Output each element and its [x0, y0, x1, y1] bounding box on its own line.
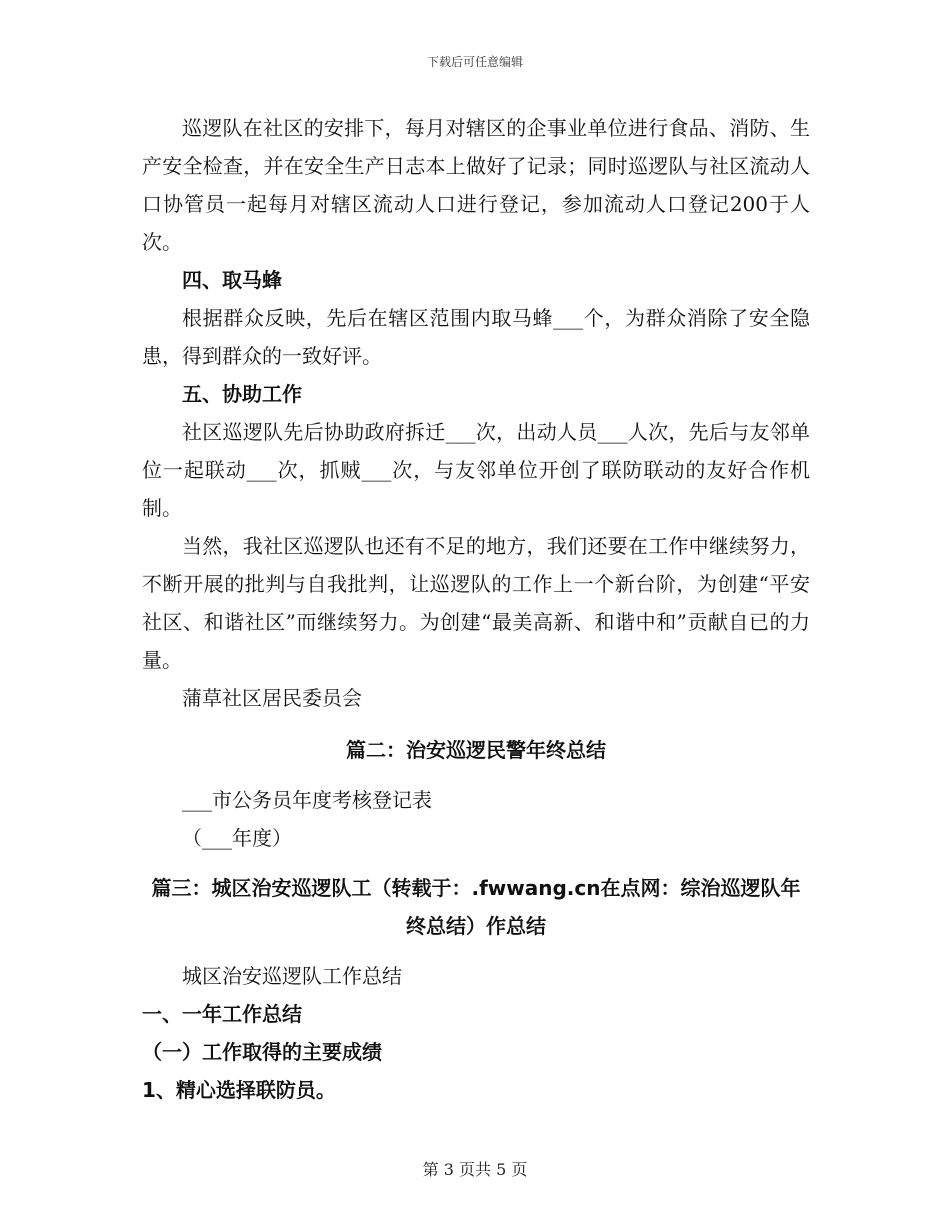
- paragraph-assist-work: 社区巡逻队先后协助政府拆迁___次，出动人员___人次，先后与友邻单位一起联动___次，抓贼___次，与友邻单位开创了联防联动的友好合作机制。: [142, 420, 810, 520]
- article-title-2: 篇二：治安巡逻民警年终总结: [346, 738, 606, 762]
- paragraph-year: （___年度）: [182, 826, 292, 850]
- document-body: [142, 109, 810, 1109]
- subheading-select-members: 1、精心选择联防员。: [142, 1078, 336, 1102]
- subheading-annual-summary: 一、一年工作总结: [142, 1002, 302, 1026]
- paragraph-form-title: ___市公务员年度考核登记表: [182, 788, 432, 812]
- paragraph-hornets: 根据群众反映，先后在辖区范围内取马蜂___个，为群众消除了安全隐患，得到群众的一致好评。: [142, 306, 810, 368]
- section-heading-5: 五、协助工作: [182, 382, 302, 406]
- paragraph-summary-title: 城区治安巡逻队工作总结: [182, 964, 402, 988]
- paragraph-patrol-inspection: 巡逻队在社区的安排下，每月对辖区的企事业单位进行食品、消防、生产安全检查，并在安全生产日志本上做好了记录；同时巡逻队与社区流动人口协管员一起每月对辖区流动人口进行登记，参加流动人口登记200于人次。: [142, 116, 810, 254]
- subheading-achievements: （一）工作取得的主要成绩: [142, 1040, 382, 1064]
- section-heading-4: 四、取马蜂: [182, 268, 282, 292]
- paragraph-signature: 蒲草社区居民委员会: [182, 686, 362, 710]
- paragraph-shortcomings: 当然，我社区巡逻队也还有不足的地方，我们还要在工作中继续努力，不断开展的批判与自我批判，让巡逻队的工作上一个新台阶，为创建“平安社区、和谐社区”而继续努力。为创建“最美高新、和谐中和”贡献自已的力量。: [142, 534, 810, 672]
- page-footer: 第 3 页共 5 页: [422, 1160, 528, 1179]
- article-title-3: 篇三：城区治安巡逻队工（转载于：.fwwang.cn在点网：综治巡逻队年终总结）作总结: [151, 876, 801, 938]
- page-header: 下载后可任意编辑: [426, 55, 523, 69]
